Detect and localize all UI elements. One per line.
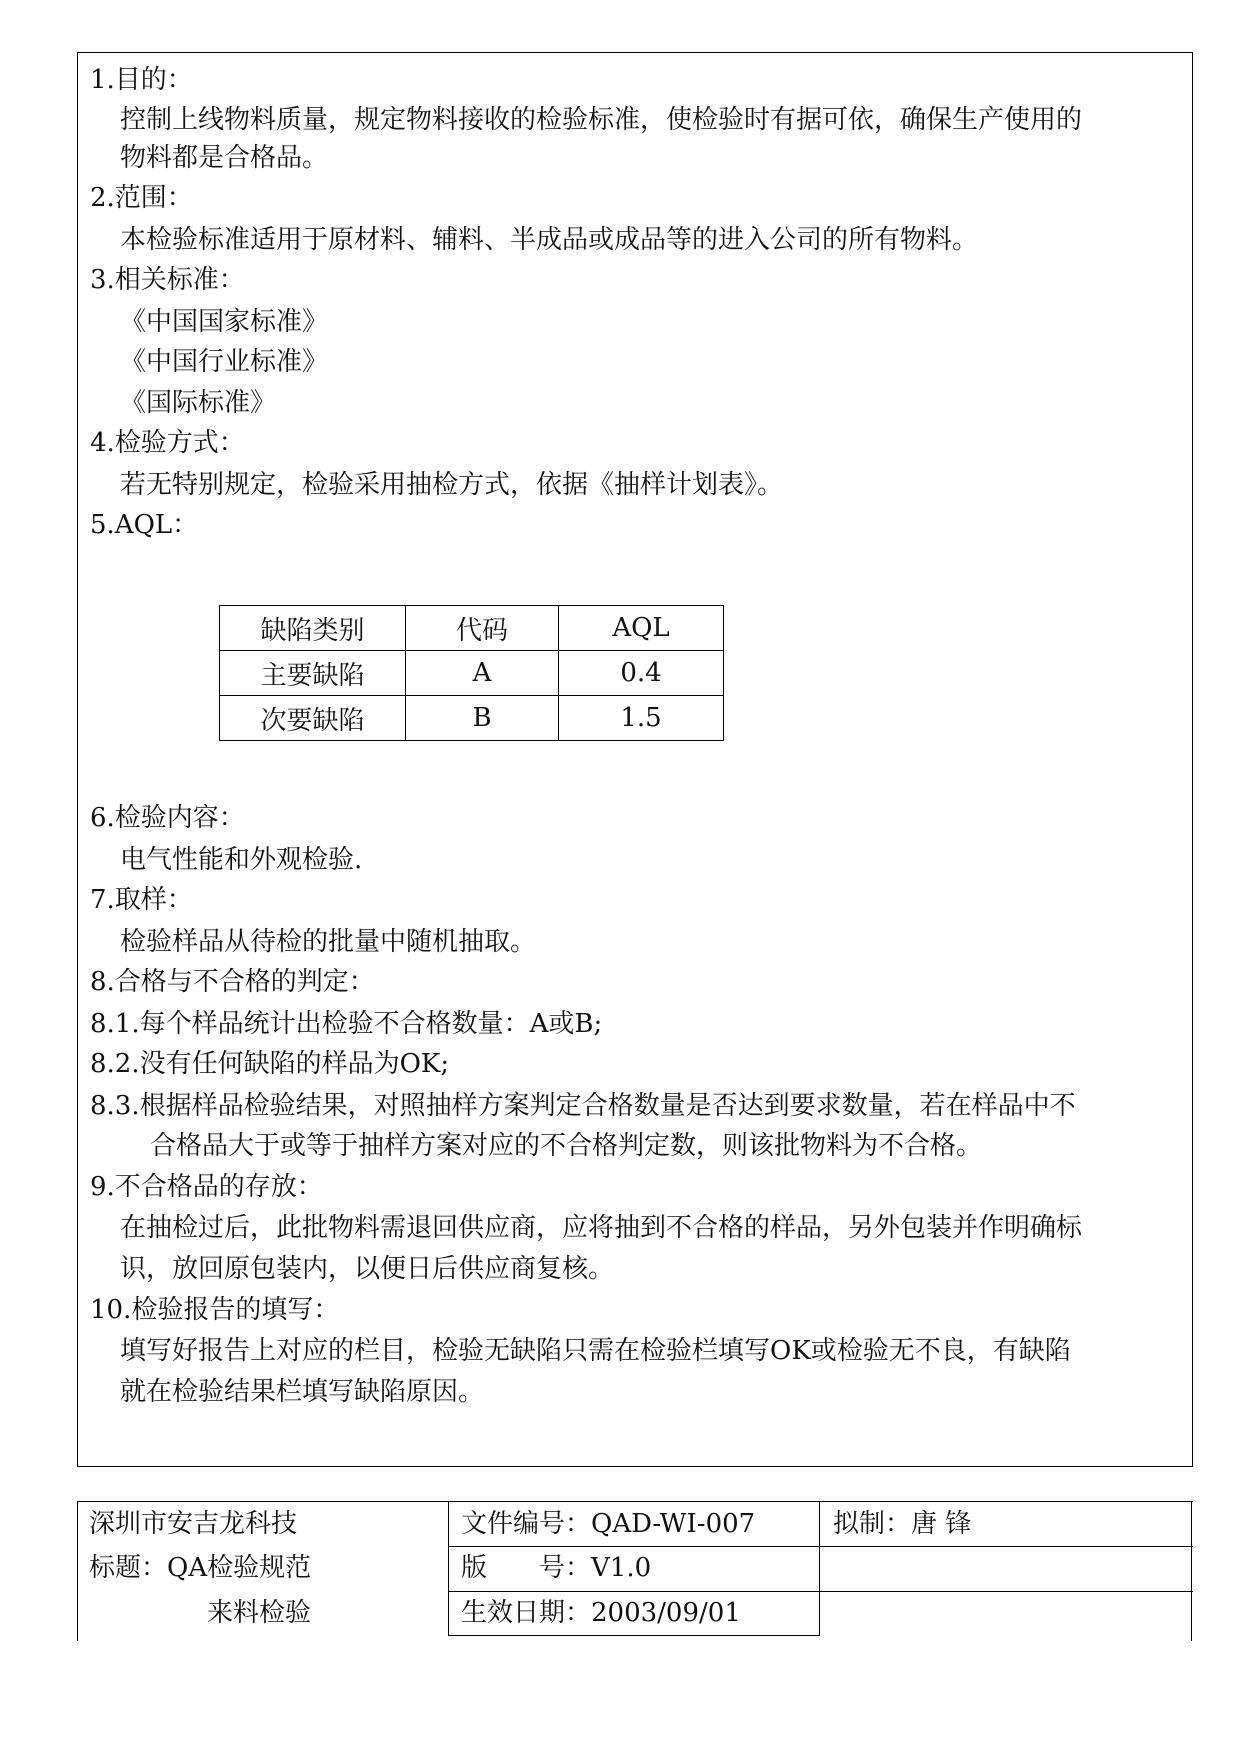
aql-header-cell: 缺陷类别	[220, 606, 406, 651]
aql-table-row	[220, 696, 724, 741]
aql-table-header-row	[220, 606, 724, 651]
footer-row-divider	[448, 1546, 1193, 1547]
section-9-title: 9.不合格品的存放：	[90, 1172, 323, 1202]
footer-divider	[448, 1501, 449, 1635]
standard-item: 《国际标准》	[120, 388, 277, 418]
section-1-body-line-2: 物料都是合格品。	[120, 143, 329, 173]
section-2-title: 2.范围：	[90, 183, 193, 213]
section-10-title: 10.检验报告的填写：	[90, 1295, 340, 1325]
drafted-by: 拟制：唐 锋	[833, 1509, 972, 1539]
aql-table	[219, 605, 724, 741]
section-5-title: 5.AQL：	[90, 510, 199, 540]
footer-bottom-border	[448, 1635, 820, 1636]
aql-cell: 1.5	[559, 696, 724, 741]
footer-right-border	[1191, 1501, 1192, 1641]
document-footer	[77, 1501, 1193, 1641]
section-7-body: 检验样品从待检的批量中随机抽取。	[120, 927, 537, 957]
standard-item: 《中国国家标准》	[120, 307, 329, 337]
section-4-title: 4.检验方式：	[90, 428, 245, 458]
section-2-body: 本检验标准适用于原材料、辅料、半成品或成品等的进入公司的所有物料。	[120, 225, 979, 255]
section-9-body-line-2: 识，放回原包装内，以便日后供应商复核。	[120, 1254, 615, 1284]
section-6-title: 6.检验内容：	[90, 803, 245, 833]
section-10-body-line-2: 就在检验结果栏填写缺陷原因。	[120, 1377, 485, 1407]
section-4-body: 若无特别规定，检验采用抽检方式，依据《抽样计划表》。	[120, 470, 784, 500]
document-title: 标题：QA检验规范	[89, 1553, 312, 1583]
aql-header-cell: 代码	[406, 606, 559, 651]
section-10-body-line-1: 填写好报告上对应的栏目，检验无缺陷只需在检验栏填写OK或检验无不良，有缺陷	[120, 1336, 1071, 1366]
aql-table-row	[220, 651, 724, 696]
section-8-1: 8.1.每个样品统计出检验不合格数量：A或B;	[90, 1009, 603, 1039]
aql-cell: 主要缺陷	[220, 651, 406, 696]
footer-divider	[819, 1501, 820, 1635]
section-3-title: 3.相关标准：	[90, 265, 245, 295]
document-version: 版 号：V1.0	[461, 1553, 652, 1583]
footer-top-border	[77, 1501, 1193, 1502]
document-content-frame	[77, 52, 1193, 1467]
footer-row-divider	[448, 1591, 1193, 1592]
aql-header-cell: AQL	[559, 606, 724, 651]
aql-cell: 0.4	[559, 651, 724, 696]
aql-cell: B	[406, 696, 559, 741]
company-name: 深圳市安吉龙科技	[89, 1509, 298, 1539]
document-subtitle: 来料检验	[207, 1598, 312, 1628]
section-8-3-line-1: 8.3.根据样品检验结果，对照抽样方案判定合格数量是否达到要求数量，若在样品中不	[90, 1091, 1076, 1121]
section-8-2: 8.2.没有任何缺陷的样品为OK;	[90, 1049, 450, 1079]
section-1-body-line-1: 控制上线物料质量，规定物料接收的检验标准，使检验时有据可依，确保生产使用的	[120, 105, 1083, 135]
section-7-title: 7.取样：	[90, 885, 193, 915]
aql-cell: 次要缺陷	[220, 696, 406, 741]
standard-item: 《中国行业标准》	[120, 347, 329, 377]
section-8-title: 8.合格与不合格的判定：	[90, 967, 375, 997]
footer-left-border	[77, 1501, 78, 1641]
aql-cell: A	[406, 651, 559, 696]
effective-date: 生效日期：2003/09/01	[461, 1598, 741, 1628]
section-6-body: 电气性能和外观检验.	[120, 845, 363, 875]
section-1-title: 1.目的：	[90, 65, 193, 95]
section-8-3-line-2: 合格品大于或等于抽样方案对应的不合格判定数，则该批物料为不合格。	[150, 1131, 983, 1161]
section-9-body-line-1: 在抽检过后，此批物料需退回供应商，应将抽到不合格的样品，另外包装并作明确标	[120, 1213, 1083, 1243]
document-number: 文件编号：QAD-WI-007	[461, 1509, 756, 1539]
